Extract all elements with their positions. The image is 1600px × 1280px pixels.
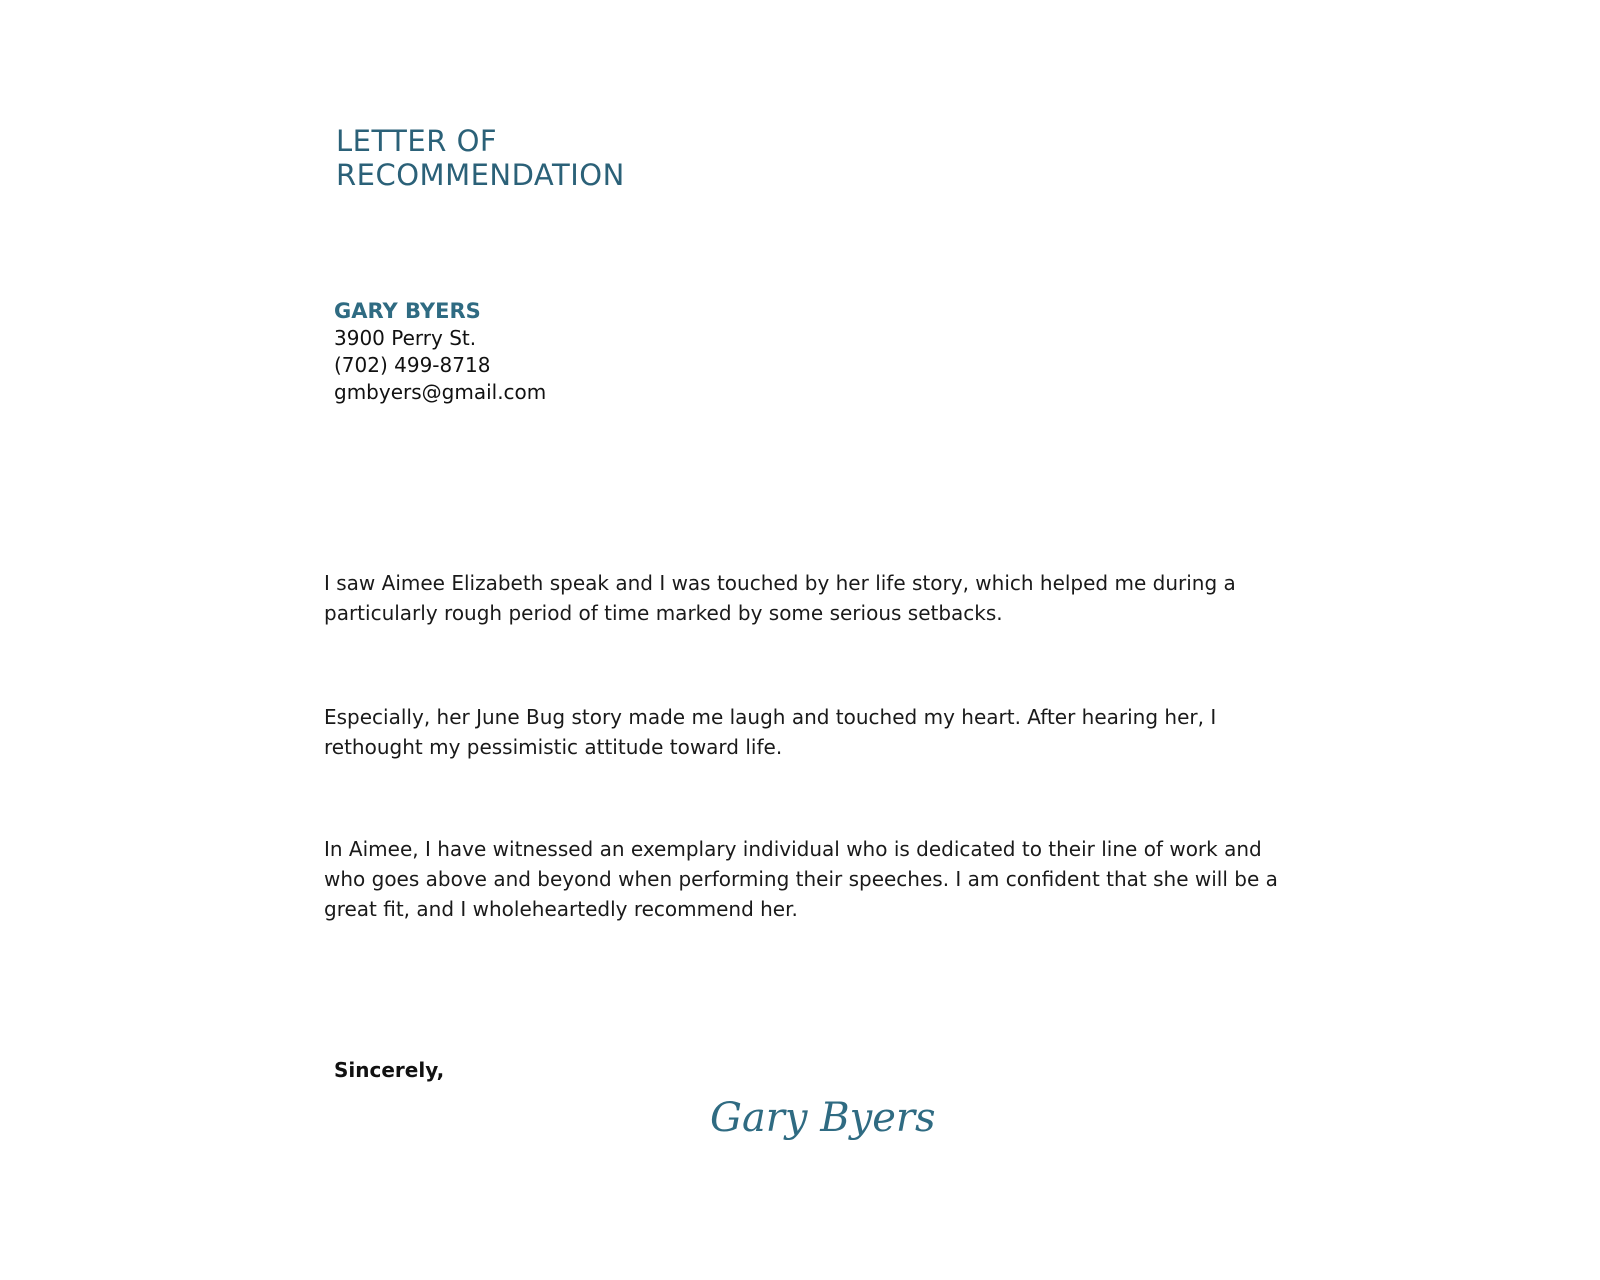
letter-title [336, 124, 625, 192]
title-line-2: RECOMMENDATION [336, 158, 625, 192]
sender-address: 3900 Perry St. [334, 326, 477, 350]
sender-name: GARY BYERS [334, 299, 481, 323]
body-paragraph-2: Especially, her June Bug story made me laugh and touched my heart. After hearing her, I rethought my pessimistic attitude toward life. [324, 705, 1217, 759]
sender-block [334, 298, 546, 406]
sender-email: gmbyers@gmail.com [334, 380, 547, 404]
body-paragraph-1: I saw Aimee Elizabeth speak and I was touched by her life story, which helped me during a particularly rough period of time marked by some serious setbacks. [324, 571, 1236, 625]
sender-phone: (702) 499-8718 [334, 353, 491, 377]
closing: Sincerely, [334, 1058, 445, 1082]
signature: Gary Byers [710, 1095, 936, 1141]
body-paragraph-3: In Aimee, I have witnessed an exemplary individual who is dedicated to their line of work and who goes above and beyond when performing their speeches. I am confident that she will be a great fit, and I wholeheartedly recommend her. [324, 837, 1278, 921]
title-line-1: LETTER OF [336, 124, 498, 158]
